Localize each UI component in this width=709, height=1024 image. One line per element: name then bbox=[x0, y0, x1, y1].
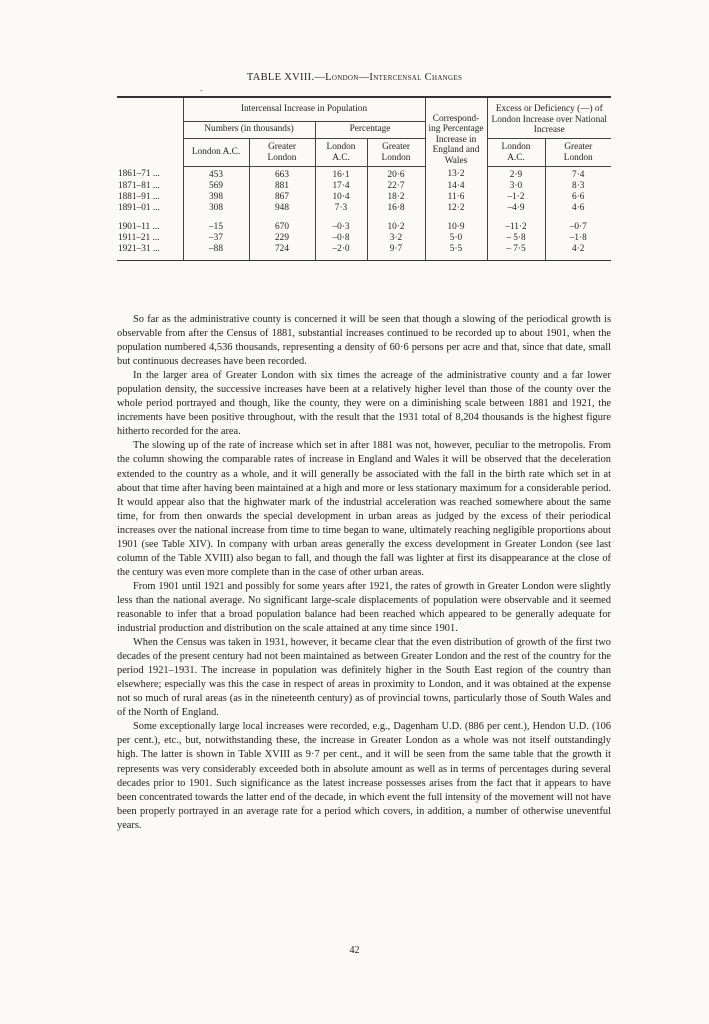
col-ex-london-ac: London A.C. bbox=[487, 138, 545, 166]
cell-ex-ac: –1·2 bbox=[487, 192, 545, 203]
cell-ex-gl: –0·7 bbox=[545, 222, 611, 233]
spacer-cell bbox=[117, 214, 183, 222]
cell-num-ac: –88 bbox=[183, 244, 249, 261]
table-row bbox=[117, 203, 611, 214]
row-period: 1921–31 ... bbox=[117, 244, 183, 261]
spacer-cell bbox=[545, 214, 611, 222]
cell-ex-ac: – 5·8 bbox=[487, 233, 545, 244]
header-intercensal: Intercensal Increase in Population bbox=[183, 97, 425, 122]
cell-num-ac: 569 bbox=[183, 181, 249, 192]
cell-num-gl: 724 bbox=[249, 244, 315, 261]
cell-ew: 11·6 bbox=[425, 192, 487, 203]
cell-ew: 5·5 bbox=[425, 244, 487, 261]
cell-ew: 13·2 bbox=[425, 166, 487, 181]
cell-ex-gl: 8·3 bbox=[545, 181, 611, 192]
page-number: 42 bbox=[349, 945, 360, 956]
cell-num-gl: 229 bbox=[249, 233, 315, 244]
cell-ex-ac: 2·9 bbox=[487, 166, 545, 181]
spacer-cell bbox=[249, 214, 315, 222]
cell-ex-gl: 4·2 bbox=[545, 244, 611, 261]
cell-ew: 5·0 bbox=[425, 233, 487, 244]
intercensal-changes-table bbox=[117, 96, 611, 261]
cell-pct-gl: 16·8 bbox=[367, 203, 425, 214]
cell-pct-ac: –2·0 bbox=[315, 244, 367, 261]
cell-ew: 14·4 bbox=[425, 181, 487, 192]
cell-pct-gl: 20·6 bbox=[367, 166, 425, 181]
header-excess: Excess or Deficiency (—) of London Increase over National Increase bbox=[487, 97, 611, 138]
header-corresponding: Correspond- ing Percentage Increase in England and Wales bbox=[425, 97, 487, 166]
paragraph: The slowing up of the rate of increase which set in after 1881 was not, however, peculiar to the metropolis. From the column showing the comparable rates of increase in England and Wales it will be observed that the deceleration extended to the country as a whole, and it will generally be associated with the fall in the birth rate which set in at about that time after having been maintained at a high and more or less stationary maximum for a considerable period. It would appear also that the highwater mark of the industrial acceleration was reached somewhere about the same time, for from then onwards the special development in urban areas as judged by the excess of their periodical increases over the national increase from time to time began to wane, ultimately reaching negligible proportions about 1901 (see Table XIV). In company with urban areas generally the excess development in Greater London (see last column of the Table XVIII) also began to fall, and though the fall was lighter at first its disappearance at the close of the century was even more complete than in the case of other urban areas. bbox=[117, 440, 611, 578]
header-numbers: Numbers (in thousands) bbox=[183, 122, 315, 138]
cell-ew: 12·2 bbox=[425, 203, 487, 214]
cell-num-ac: 398 bbox=[183, 192, 249, 203]
cell-ex-ac: 3·0 bbox=[487, 181, 545, 192]
cell-ex-ac: –4·9 bbox=[487, 203, 545, 214]
table-row bbox=[117, 222, 611, 233]
row-spacer bbox=[117, 214, 611, 222]
table-title bbox=[0, 72, 709, 83]
table-row bbox=[117, 192, 611, 203]
row-period: 1891–01 ... bbox=[118, 202, 160, 213]
spacer-cell bbox=[487, 214, 545, 222]
cell-num-ac: 308 bbox=[183, 203, 249, 214]
table-body bbox=[117, 166, 611, 260]
spacer-cell bbox=[315, 214, 367, 222]
cell-pct-gl: 10·2 bbox=[367, 222, 425, 233]
paragraph: From 1901 until 1921 and possibly for some years after 1921, the rates of growth in Greater London were slightly less than the national average. No significant large-scale displacements of population were observable and it seemed reasonable to infer that a broad population balance had been reached which appeared to be generally adequate for industrial production and distribution on the scale attained at any time since 1901. bbox=[117, 580, 611, 635]
cell-pct-gl: 3·2 bbox=[367, 233, 425, 244]
cell-num-ac: –37 bbox=[183, 233, 249, 244]
cell-pct-ac: 7·3 bbox=[315, 203, 367, 214]
paragraph: When the Census was taken in 1931, however, it became clear that the even distribution of growth of the first two decades of the present century had not been maintained as between Greater London and the rest of the country for the period 1921–1931. The increase in population was definitely higher in the South East region of the country than elsewhere; especially was this the case in respect of areas in proximity to London, and it was obtained at the expense not so much of rural areas (as in the nineteenth century) as of provincial towns, particularly those of South Wales and of the North of England. bbox=[117, 637, 611, 719]
stray-mark: - bbox=[200, 86, 203, 95]
header-percentage: Percentage bbox=[315, 122, 425, 138]
cell-pct-ac: 17·4 bbox=[315, 181, 367, 192]
cell-num-gl: 670 bbox=[249, 222, 315, 233]
col-num-greater-london: Greater London bbox=[249, 138, 315, 166]
row-period: 1871–81 ... bbox=[118, 180, 160, 191]
table-title-sub: —London—Intercensal Changes bbox=[314, 72, 463, 83]
col-num-london-ac: London A.C. bbox=[183, 138, 249, 166]
cell-num-ac: 453 bbox=[183, 166, 249, 181]
cell-num-ac: –15 bbox=[183, 222, 249, 233]
row-period: 1901–11 ... bbox=[118, 221, 160, 232]
cell-ex-ac: –11·2 bbox=[487, 222, 545, 233]
spacer-cell bbox=[425, 214, 487, 222]
cell-ex-gl: –1·8 bbox=[545, 233, 611, 244]
table-row bbox=[117, 244, 611, 261]
table-title-main: TABLE XVIII. bbox=[246, 72, 315, 83]
table-row bbox=[117, 166, 611, 181]
row-period: 1861–71 ... bbox=[118, 169, 160, 180]
cell-pct-ac: –0·8 bbox=[315, 233, 367, 244]
cell-pct-gl: 9·7 bbox=[367, 244, 425, 261]
col-pct-greater-london: Greater London bbox=[367, 138, 425, 166]
cell-pct-ac: 10·4 bbox=[315, 192, 367, 203]
cell-num-gl: 663 bbox=[249, 166, 315, 181]
cell-num-gl: 948 bbox=[249, 203, 315, 214]
paragraph: Some exceptionally large local increases were recorded, e.g., Dagenham U.D. (886 per cent.), Hendon U.D. (106 per cent.), etc., but, notwithstanding these, the increase in Greater London as a whole was not itself outstandingly high. The latter is shown in Table XVIII as 9·7 per cent., and it will be seen from the same table that the growth it represents was very considerably exceeded both in absolute amount as well as in terms of percentages during several decades prior to 1901. Such significance as the latest increase possesses arises from the fact that it appears to have been concentrated towards the latter end of the decade, in which event the full intensity of the movement will not have been properly portrayed in an average rate for a period which covers, in addition, a number of otherwise uneventful years. bbox=[117, 721, 611, 831]
cell-ex-ac: – 7·5 bbox=[487, 244, 545, 261]
spacer-cell bbox=[183, 214, 249, 222]
cell-pct-ac: 16·1 bbox=[315, 166, 367, 181]
cell-pct-ac: –0·3 bbox=[315, 222, 367, 233]
row-period: 1911–21 ... bbox=[118, 232, 160, 243]
table-row bbox=[117, 181, 611, 192]
col-ex-greater-london: Greater London bbox=[545, 138, 611, 166]
col-pct-london-ac: London A.C. bbox=[315, 138, 367, 166]
cell-ex-gl: 4·6 bbox=[545, 203, 611, 214]
paragraph: So far as the administrative county is concerned it will be seen that though a slowing of the periodical growth is observable from after the Census of 1881, substantial increases continued to be recorded up to about 1901, when the population numbered 4,536 thousands, representing a density of 60·6 persons per acre and that, since that date, small but continuous decreases have been recorded. bbox=[117, 314, 611, 368]
header-blank bbox=[117, 97, 183, 166]
cell-ew: 10·9 bbox=[425, 222, 487, 233]
cell-ex-gl: 7·4 bbox=[545, 166, 611, 181]
paragraph: In the larger area of Greater London with six times the acreage of the administrative county and a far lower population density, the successive increases have been at a relatively higher level than those of the county over the whole period portrayed and though, like the county, they were on a diminishing scale between 1881 and 1921, the increments have been positive throughout, with the result that the 1931 total of 8,204 thousands is the highest figure hitherto recorded for the area. bbox=[117, 370, 611, 438]
cell-num-gl: 867 bbox=[249, 192, 315, 203]
table-row bbox=[117, 233, 611, 244]
spacer-cell bbox=[367, 214, 425, 222]
cell-num-gl: 881 bbox=[249, 181, 315, 192]
cell-ex-gl: 6·6 bbox=[545, 192, 611, 203]
row-period: 1881–91 ... bbox=[118, 191, 160, 202]
body-text bbox=[117, 313, 611, 833]
cell-pct-gl: 22·7 bbox=[367, 181, 425, 192]
cell-pct-gl: 18·2 bbox=[367, 192, 425, 203]
